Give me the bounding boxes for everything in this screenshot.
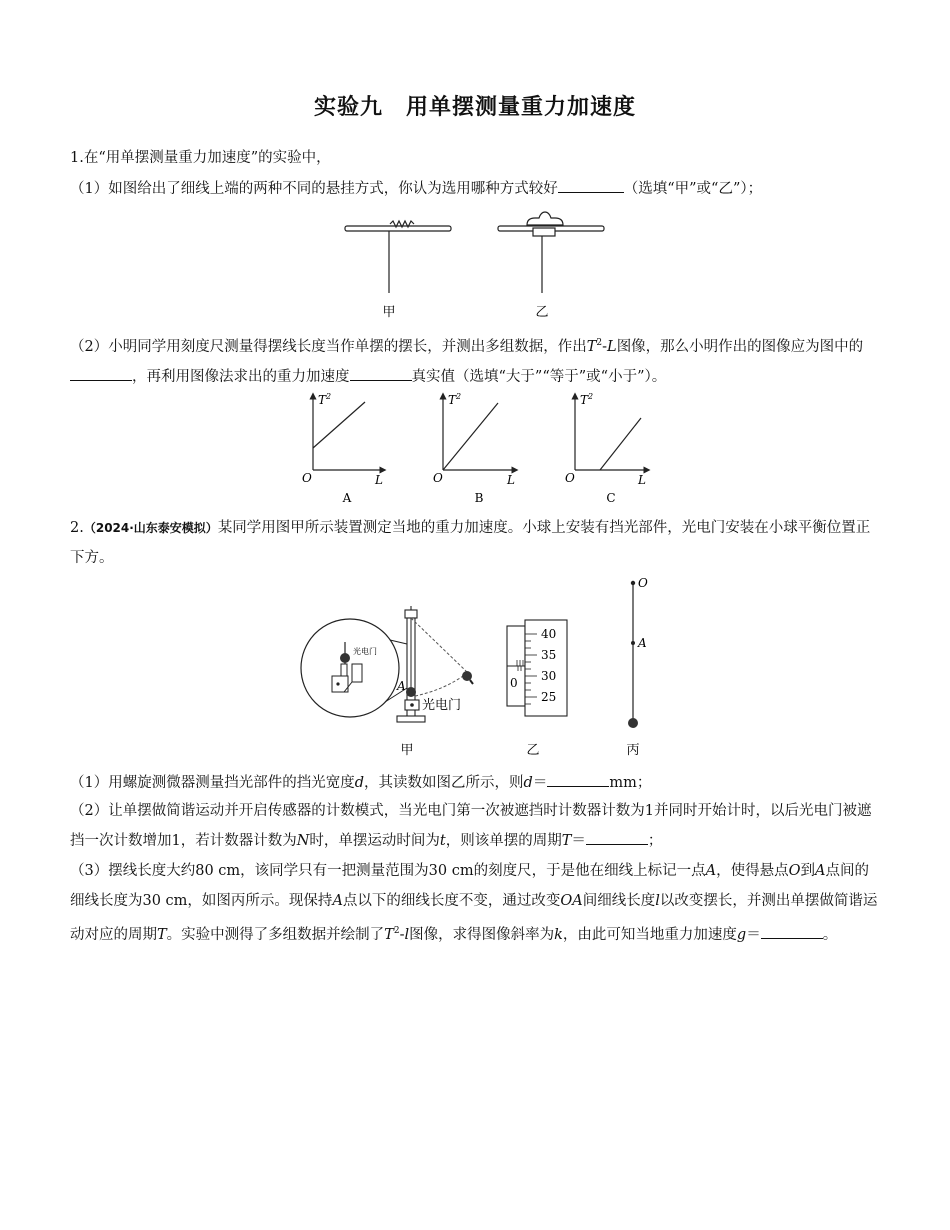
graph-B — [433, 392, 515, 505]
q2-source: （2024·山东泰安模拟） — [83, 521, 218, 535]
var-g: g — [736, 926, 747, 943]
graph-B-yaxis: $T^2$ — [448, 392, 462, 407]
graph-A-origin: O — [302, 471, 312, 485]
dash: - — [399, 926, 405, 943]
var-A: A — [332, 893, 343, 909]
ball-icon — [340, 653, 350, 663]
answer-blank[interactable] — [586, 830, 648, 845]
thimble-40: 40 — [541, 627, 557, 641]
answer-blank[interactable] — [761, 924, 823, 939]
var-A: A — [814, 863, 826, 879]
sup-2: 2 — [393, 926, 400, 936]
suspension-yi — [498, 212, 604, 293]
graph-C-xaxis: L — [638, 473, 646, 487]
magnifier-circle — [301, 619, 399, 717]
q2-intro-text: 某同学用图甲所示装置测定当地的重力加速度。小球上安装有挡光部件，光电门安装在小球平衡位置正下方。 — [70, 520, 871, 566]
q2-part1-text-b: ，其读数如图乙所示，则 — [364, 775, 524, 791]
var-k: k — [554, 926, 563, 943]
figure-apparatus — [295, 572, 665, 762]
graph-B-label: B — [474, 491, 484, 505]
graph-C-line — [600, 418, 641, 470]
graph-A — [302, 392, 383, 505]
semicolon: ； — [647, 833, 663, 849]
q1-part1-tail: （选填“甲”或“乙”）； — [623, 181, 763, 197]
bing-point-O: O — [638, 576, 648, 590]
clamp-icon — [527, 212, 563, 225]
q2-intro — [70, 513, 882, 573]
q2-part2 — [70, 796, 882, 856]
fig2-label-bing: 丙 — [626, 743, 640, 758]
answer-blank[interactable] — [350, 366, 412, 381]
var-T: T — [586, 338, 597, 355]
graph-A-line — [313, 402, 365, 448]
gate-label: 光电门 — [422, 698, 462, 713]
figure-suspension — [330, 205, 620, 325]
graph-B-line — [443, 403, 498, 470]
unit-mm: mm； — [609, 775, 652, 791]
thimble-35: 35 — [541, 648, 557, 662]
graph-C — [565, 392, 647, 505]
period: 。 — [822, 926, 838, 943]
page-title: 实验九 用单摆测量重力加速度 — [313, 95, 636, 120]
var-d: d — [354, 775, 365, 791]
q2-part3-text-i: 图像，求得图像斜率为 — [409, 926, 555, 943]
apparatus-yi — [507, 620, 567, 758]
fig1-label-yi: 乙 — [535, 305, 549, 320]
var-N: N — [296, 833, 310, 849]
q2-part2-text-a: （2）让单摆做简谐运动并开启传感器的计数模式，当光电门第一次被遮挡时计数器计数为1并同时开始计时，以后光电门被遮挡一次计数增加1，若计数器计数为 — [70, 803, 872, 849]
thimble-30: 30 — [541, 669, 557, 683]
var-O: O — [788, 863, 801, 879]
q2-part2-text-c: ，则该单摆的周期 — [445, 833, 562, 849]
graph-C-label: C — [606, 491, 616, 505]
fig2-label-jia: 甲 — [400, 743, 414, 758]
q1-part2-text-b: 图像，那么小明作出的图像应为图中的 — [616, 338, 864, 355]
var-l: l — [655, 893, 660, 909]
suspension-jia — [345, 221, 451, 293]
q2-number: 2. — [70, 520, 84, 536]
q2-part1-text-a: （1）用螺旋测微器测量挡光部件的挡光宽度 — [70, 775, 355, 791]
q2-part3-text-h: 。实验中测得了多组数据并绘制了 — [166, 926, 385, 943]
equals: ＝ — [532, 775, 548, 791]
q2-part3 — [70, 856, 882, 950]
answer-blank[interactable] — [70, 366, 132, 381]
q2-part3-text-j: ，由此可知当地重力加速度 — [562, 926, 737, 943]
q1-part2-text-c: ，再利用图像法求出的重力加速度 — [132, 368, 350, 385]
graph-B-xaxis: L — [507, 473, 515, 487]
q1-part2-text-a: （2）小明同学用刻度尺测量得摆线长度当作单摆的摆长，并测出多组数据，作出 — [70, 338, 587, 355]
q2-part1 — [70, 772, 890, 793]
var-OA: OA — [560, 893, 583, 909]
graph-A-label: A — [342, 491, 352, 505]
q2-part3-text-b: ，使得悬点 — [716, 863, 789, 879]
q1-part2 — [70, 328, 882, 392]
apparatus-bing — [626, 576, 648, 758]
q2-part2-text-b: 时，单摆运动时间为 — [309, 833, 440, 849]
var-T: T — [384, 926, 394, 943]
q1-part2-text-d: 真实值（选填“大于”“等于”或“小于”）。 — [411, 368, 667, 385]
jia-point-A: A — [397, 679, 406, 693]
var-t: t — [439, 833, 446, 849]
fig2-label-yi: 乙 — [526, 743, 540, 758]
thimble-25: 25 — [541, 690, 557, 704]
q1-part1-text: （1）如图给出了细线上端的两种不同的悬挂方式，你认为选用哪种方式较好 — [70, 181, 558, 197]
micrometer-main-zero: 0 — [510, 676, 518, 690]
answer-blank[interactable] — [547, 772, 609, 787]
graph-A-yaxis: $T^2$ — [318, 392, 332, 407]
var-d: d — [523, 775, 533, 791]
var-T: T — [561, 833, 572, 849]
equals: ＝ — [571, 833, 586, 849]
answer-blank[interactable] — [558, 178, 624, 193]
q1-intro: 1.在“用单摆测量重力加速度”的实验中， — [70, 150, 331, 166]
bob-icon — [628, 718, 638, 728]
graph-C-origin: O — [565, 471, 575, 485]
q2-part3-text-e: 点以下的细线长度不变，通过改变 — [342, 893, 561, 909]
figure-graphs — [295, 390, 665, 510]
graph-B-origin: O — [433, 471, 443, 485]
bing-point-A: A — [638, 636, 647, 650]
q1-part1 — [70, 178, 890, 199]
fig1-label-jia: 甲 — [382, 305, 396, 320]
graph-A-xaxis: L — [375, 473, 383, 487]
q2-part3-text-d: 点间的细线长度为30 cm，如图丙所示。现保持 — [70, 863, 869, 909]
var-L: L — [607, 338, 617, 355]
q2-part3-text-a: （3）摆线长度大约80 cm，该同学只有一把测量范围为30 cm的刻度尺，于是他在细线上标记一点 — [70, 863, 706, 879]
apparatus-jia — [301, 606, 473, 758]
var-A: A — [705, 863, 717, 879]
q2-part3-text-g: 以改变摆长，并测出单摆做简谐运动对应的周期 — [70, 893, 878, 943]
graph-C-yaxis: $T^2$ — [580, 392, 594, 407]
gate-label-small: 光电门 — [353, 647, 377, 656]
var-l: l — [404, 926, 410, 943]
sup-2: 2 — [596, 338, 603, 348]
dash: - — [602, 338, 608, 355]
q2-part3-text-f: 间细线长度 — [582, 893, 656, 909]
equals: ＝ — [746, 926, 761, 943]
var-T: T — [157, 926, 167, 943]
q2-part3-text-c: 到 — [800, 863, 815, 879]
